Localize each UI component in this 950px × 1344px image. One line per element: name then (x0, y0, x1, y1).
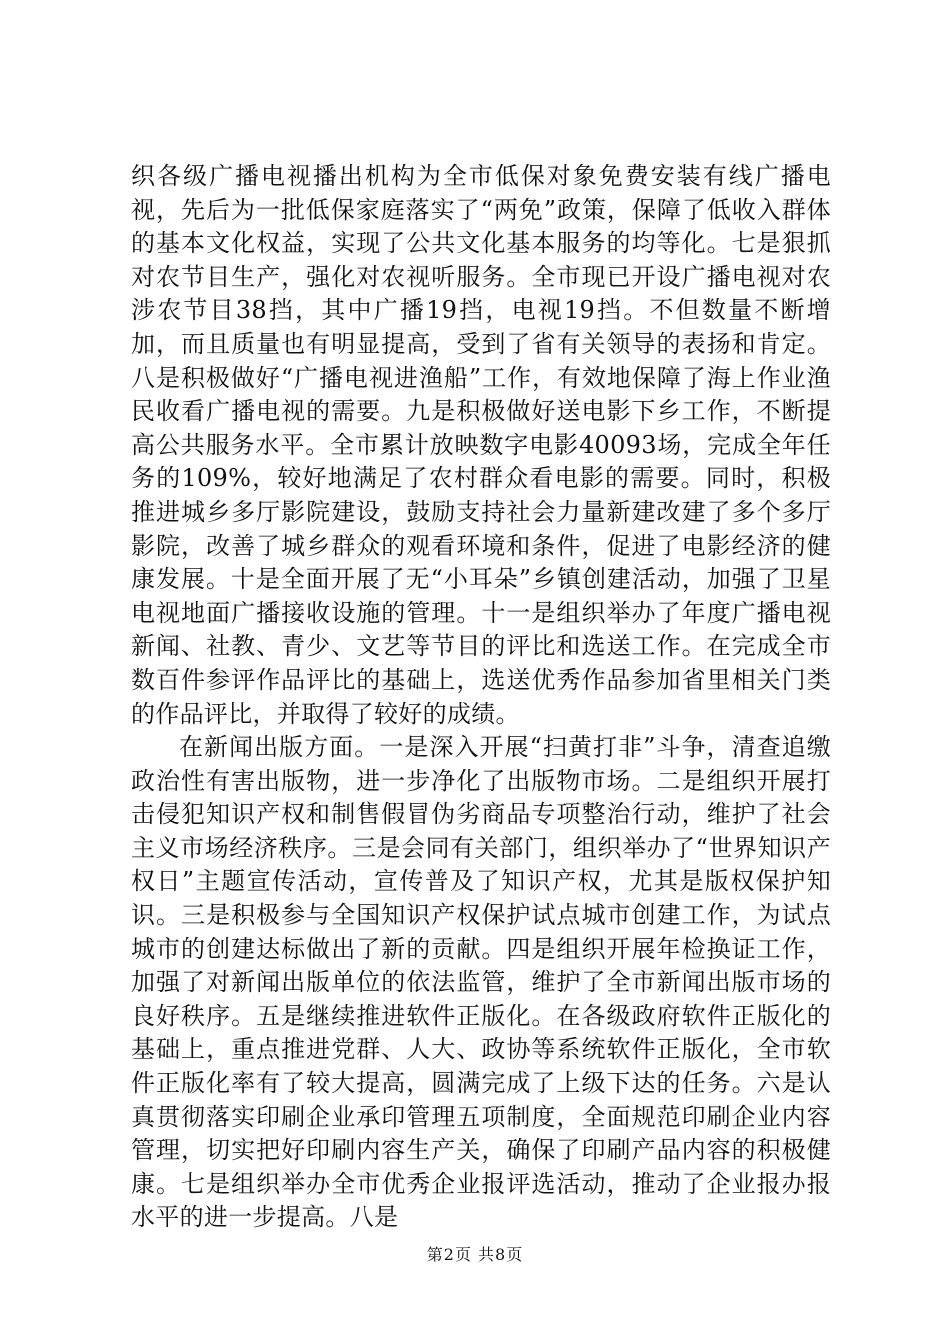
paragraph-press-publishing: 在新闻出版方面。一是深入开展“扫黄打非”斗争，清查追缴政治性有害出版物，进一步净化了出版物市场。二是组织开展打击侵犯知识产权和制售假冒伪劣商品专项整治行动，维护了社会主义市场经济秩序。三是会同有关部门，组织举办了“世界知识产权日”主题宣传活动，宣传普及了知识产权，尤其是版权保护知识。三是积极参与全国知识产权保护试点城市创建工作，为试点城市的创建达标做出了新的贡献。四是组织开展年检换证工作，加强了对新闻出版单位的依法监管，维护了全市新闻出版市场的良好秩序。五是继续推进软件正版化。在各级政府软件正版化的基础上，重点推进党群、人大、政协等系统软件正版化，全市软件正版化率有了较大提高，圆满完成了上级下达的任务。六是认真贯彻落实印刷企业承印管理五项制度，全面规范印刷企业内容管理，切实把好印刷内容生产关，确保了印刷产品内容的积极健康。七是组织举办全市优秀企业报评选活动，推动了企业报办报水平的进一步提高。八是 (131, 733, 831, 1232)
document-body (131, 160, 831, 1235)
paragraph-broadcasting: 织各级广播电视播出机构为全市低保对象免费安装有线广播电视，先后为一批低保家庭落实了“两免”政策，保障了低收入群体的基本文化权益，实现了公共文化基本服务的均等化。七是狠抓对农节目生产，强化对农视听服务。全市现已开设广播电视对农涉农节目38挡，其中广播19挡，电视19挡。不但数量不断增加，而且质量也有明显提高，受到了省有关领导的表扬和肯定。八是积极做好“广播电视进渔船”工作，有效地保障了海上作业渔民收看广播电视的需要。九是积极做好送电影下乡工作，不断提高公共服务水平。全市累计放映数字电影40093场，完成全年任务的109%，较好地满足了农村群众看电影的需要。同时，积极推进城乡多厅影院建设，鼓励支持社会力量新建改建了多个多厅影院，改善了城乡群众的观看环境和条件，促进了电影经济的健康发展。十是全面开展了无“小耳朵”乡镇创建活动，加强了卫星电视地面广播接收设施的管理。十一是组织举办了年度广播电视新闻、社教、青少、文艺等节目的评比和选送工作。在完成全市数百件参评作品评比的基础上，选送优秀作品参加省里相关门类的作品评比，并取得了较好的成绩。 (131, 162, 831, 728)
page-footer-number: 第2页 共8页 (426, 1245, 524, 1264)
